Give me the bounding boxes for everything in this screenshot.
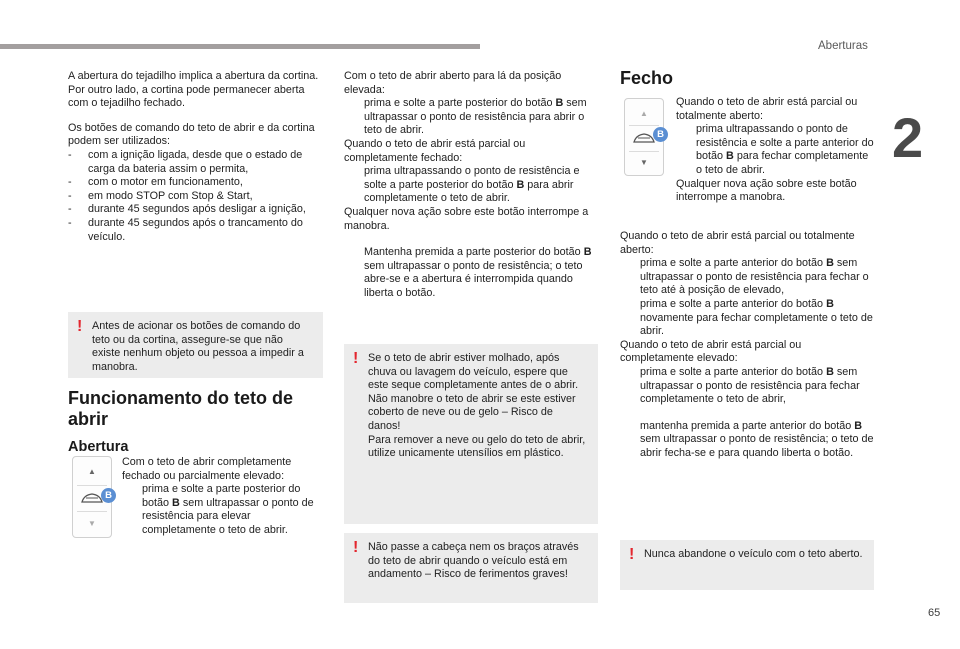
column-2 [344, 70, 599, 301]
closing-instructions-a [676, 96, 876, 205]
warning-icon: ! [77, 318, 83, 335]
closing-heading: Fecho [620, 68, 674, 88]
warning-icon: ! [353, 539, 359, 556]
top-rule [0, 44, 480, 49]
warning-text: Antes de acionar os botões de comando do teto ou da cortina, assegure-se que não existe nenhum objeto ou pessoa a impedir a manobra. [92, 320, 304, 373]
list-item: - com a ignição ligada, desde que o estado de carga da bateria assim o permita, [68, 148, 303, 175]
button-b-badge: B [101, 488, 116, 503]
interrupt-text: Qualquer nova ação sobre este botão interrompe a manobra. [676, 177, 857, 204]
chevron-down-icon: ▼ [640, 158, 648, 168]
warning-text-extra: Para remover a neve ou gelo do teto de abrir, utilize unicamente utensílios em plástico. [368, 433, 586, 460]
list-item: prima e solte a parte anterior do botão B sem ultrapassar o ponto de resistência para fechar o teto até à posição de elevado, [640, 257, 869, 297]
conditions-list [68, 149, 323, 244]
warning-text: Não passe a cabeça nem os braços através do teto de abrir quando o veículo está em andamento – Risco de ferimentos graves! [368, 541, 579, 581]
closing-lead-3: Quando o teto de abrir está parcial ou completamente elevado: [620, 338, 802, 365]
subsection-heading-opening: Abertura [68, 439, 129, 455]
list-item: prima e solte a parte posterior do botão B sem ultrapassar o ponto de resistência para elevar completamente o teto de abrir. [142, 483, 314, 536]
chevron-up-icon: ▲ [88, 467, 96, 477]
warning-box-objects [68, 312, 323, 378]
interrupt-text: Qualquer nova ação sobre este botão interrompe a manobra. [344, 205, 589, 232]
column-1 [68, 70, 323, 244]
warning-icon: ! [353, 350, 359, 367]
warning-icon: ! [629, 546, 635, 563]
closing-lead-2: Quando o teto de abrir está parcial ou totalmente aberto: [620, 230, 855, 256]
list-item: prima e solte a parte anterior do botão B sem ultrapassar o ponto de resistência para fechar completamente o teto de abrir, [640, 365, 860, 406]
closing-instructions-b [620, 230, 878, 461]
list-item: prima e solte a parte anterior do botão B novamente para fechar completamente o teto de abrir. [640, 297, 873, 338]
list-item: Mantenha premida a parte posterior do botão B sem ultrapassar o ponto de resistência; o teto abre-se e a abertura é interrompida quando liberta o botão. [364, 246, 592, 299]
buttons-usable-text: Os botões de comando do teto de abrir e da cortina podem ser utilizados: [68, 121, 315, 148]
warning-box-wet-roof [344, 344, 598, 524]
section-operation [68, 388, 323, 456]
chevron-down-icon: ▼ [88, 519, 96, 529]
list-item: prima ultrapassando o ponto de resistência e solte a parte posterior do botão B para abrir completamente o teto de abrir. [364, 165, 580, 205]
list-item: prima e solte a parte posterior do botão B sem ultrapassar o ponto de resistência para abrir o teto de abrir. [364, 97, 587, 137]
button-b-badge: B [653, 127, 668, 142]
list-item: - com o motor em funcionamento, [68, 176, 243, 189]
lead-partial-closed: Quando o teto de abrir está parcial ou completamente fechado: [344, 137, 526, 164]
closing-lead: Quando o teto de abrir está parcial ou totalmente aberto: [676, 96, 858, 122]
list-item: prima ultrapassando o ponto de resistência e solte a parte anterior do botão B para fechar completamente o teto de abrir. [696, 123, 874, 176]
list-item: - durante 45 segundos após o trancamento do veículo. [68, 216, 303, 243]
list-item: - em modo STOP com Stop & Start, [68, 189, 253, 202]
opening-lead: Com o teto de abrir completamente fechado ou parcialmente elevado: [122, 456, 292, 482]
page-number: 65 [928, 607, 941, 619]
lead-open-beyond: Com o teto de abrir aberto para lá da posição elevada: [344, 70, 562, 96]
section-title: Aberturas [818, 40, 868, 52]
chevron-up-icon: ▲ [640, 109, 648, 119]
intro-text: A abertura do tejadilho implica a abertura da cortina. Por outro lado, a cortina pode permanecer aberta com o tejadilho fechado. [68, 70, 319, 110]
list-item: mantenha premida a parte anterior do botão B sem ultrapassar o ponto de resistência; o teto de abrir fecha-se e para quando liberta o botão. [640, 419, 874, 459]
warning-box-head-arms [344, 533, 598, 603]
list-item: - durante 45 segundos após desligar a ignição, [68, 203, 306, 216]
opening-instructions [122, 456, 322, 538]
warning-text: Se o teto de abrir estiver molhado, após chuva ou lavagem do veículo, espere que este seque completamente antes de o abrir. Não manobre o teto de abrir se este estiver coberto de neve ou de gelo – Risco de danos! [368, 352, 579, 432]
chapter-number: 2 [892, 106, 924, 169]
warning-box-leave-vehicle [620, 540, 874, 590]
warning-text: Nunca abandone o veículo com o teto aberto. [644, 548, 863, 560]
section-heading: Funcionamento do teto de abrir [68, 388, 293, 429]
